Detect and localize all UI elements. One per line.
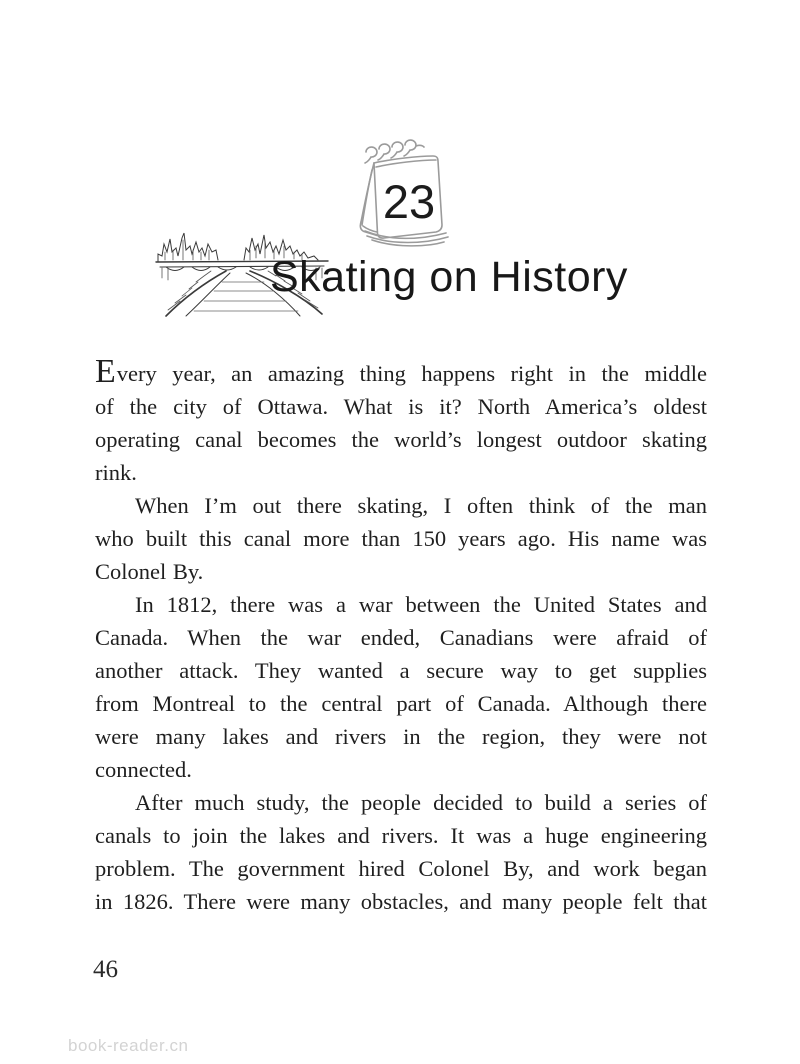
text-line: Canada. When the war ended, Canadians were afraid of xyxy=(95,625,707,650)
chapter-number: 23 xyxy=(382,175,436,228)
text-line: rink. xyxy=(95,460,137,485)
watermark: book-reader.cn xyxy=(68,1036,189,1055)
calendar-icon xyxy=(332,130,472,262)
text-line: another attack. They wanted a secure way to get supplies xyxy=(95,658,707,683)
text-line: were many lakes and rivers in the region, they were not xyxy=(95,724,707,749)
text-line: problem. The government hired Colonel By, and work began xyxy=(95,856,707,881)
text-line: of the city of Ottawa. What is it? North America’s oldest xyxy=(95,394,707,419)
paragraph xyxy=(95,786,707,918)
text-line: connected. xyxy=(95,757,192,782)
text-line: Every year, an amazing thing happens right in the middle xyxy=(95,357,707,390)
text-line: After much study, the people decided to build a series of xyxy=(135,790,707,815)
text-line: In 1812, there was a war between the United States and xyxy=(135,592,707,617)
text-line: Colonel By. xyxy=(95,559,204,584)
drop-cap: E xyxy=(95,357,117,390)
paragraph xyxy=(95,357,707,489)
page-number: 46 xyxy=(93,956,118,983)
paragraph xyxy=(95,489,707,588)
body-text xyxy=(95,357,707,918)
text-line: in 1826. There were many obstacles, and many people felt that xyxy=(95,889,707,914)
text-line: When I’m out there skating, I often think of the man xyxy=(135,493,707,518)
text-line: operating canal becomes the world’s longest outdoor skating xyxy=(95,427,707,452)
paragraph xyxy=(95,588,707,786)
text-line: who built this canal more than 150 years ago. His name was xyxy=(95,526,707,551)
chapter-title: Skating on History xyxy=(270,253,628,301)
text-line: canals to join the lakes and rivers. It was a huge engineering xyxy=(95,823,707,848)
text-line: from Montreal to the central part of Canada. Although there xyxy=(95,691,707,716)
